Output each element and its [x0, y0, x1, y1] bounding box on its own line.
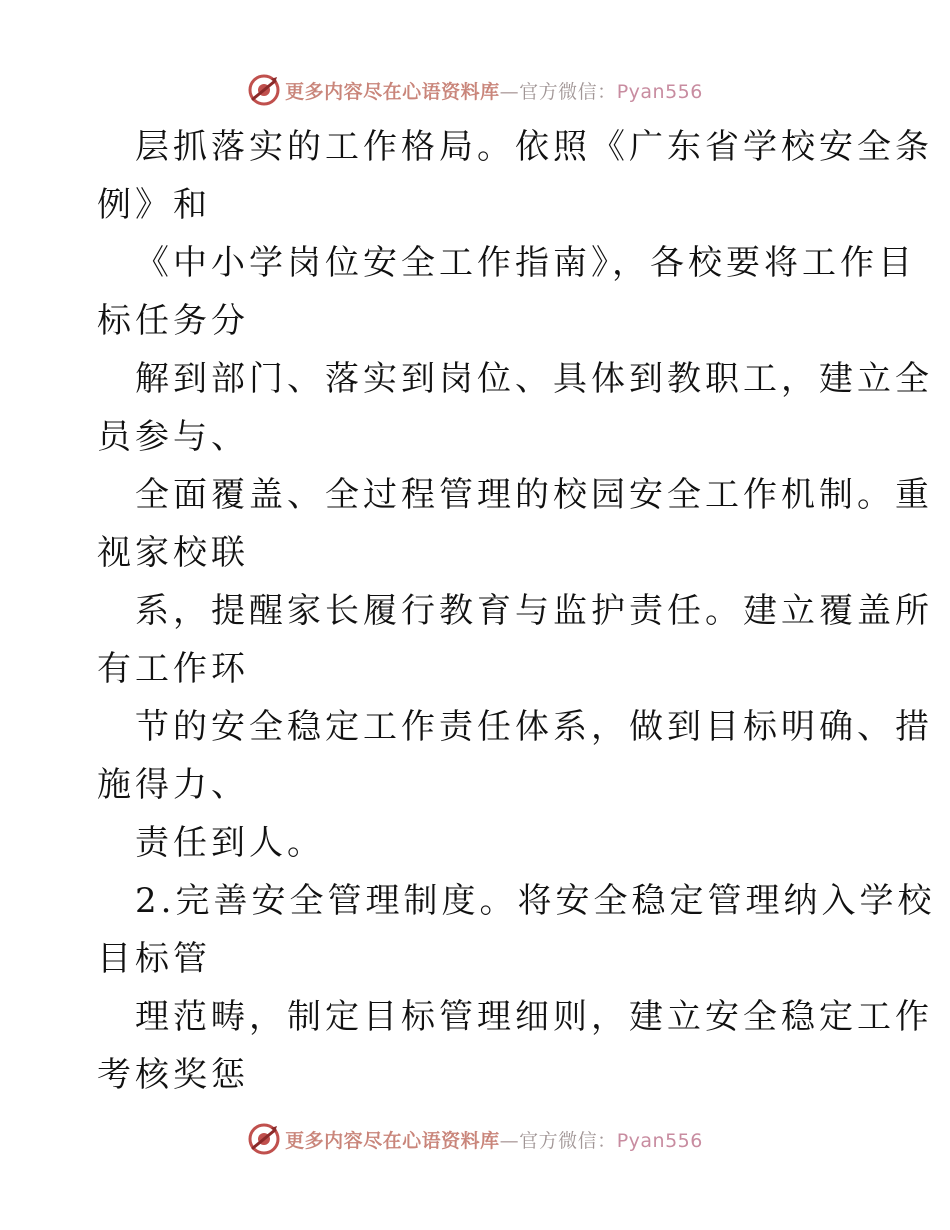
- text-line: 节的安全稳定工作责任体系，做到目标明确、措: [135, 707, 933, 747]
- watermark-separator: —: [499, 1129, 520, 1152]
- text-line: 责任到人。: [135, 823, 325, 863]
- text-line: 《中小学岗位安全工作指南》，各校要将工作目: [135, 243, 916, 283]
- text-line: 例》和: [97, 185, 211, 225]
- brand-logo-icon: [247, 73, 281, 107]
- watermark-wechat-label: 官方微信：: [519, 80, 617, 103]
- watermark-text: [285, 1126, 703, 1153]
- text-line: 施得力、: [97, 765, 249, 805]
- watermark-wechat-label: 官方微信：: [519, 1129, 617, 1152]
- text-line: 全面覆盖、全过程管理的校园安全工作机制。重: [135, 475, 933, 515]
- text-line: 标任务分: [97, 301, 249, 341]
- text-line: 考核奖惩: [97, 1055, 249, 1095]
- watermark-brand: 更多内容尽在心语资料库: [285, 80, 500, 103]
- text-line: 有工作环: [97, 649, 249, 689]
- text-line: 解到部门、落实到岗位、具体到教职工，建立全: [135, 359, 933, 399]
- text-line: 理范畴，制定目标管理细则，建立安全稳定工作: [135, 997, 933, 1037]
- text-line: 视家校联: [97, 533, 249, 573]
- footer-watermark: [0, 1119, 950, 1159]
- watermark-separator: —: [499, 80, 520, 103]
- watermark-handle: Pyan556: [616, 80, 703, 103]
- brand-logo-icon: [247, 1122, 281, 1156]
- text-line: 层抓落实的工作格局。依照《广东省学校安全条: [135, 127, 933, 167]
- text-line: 系，提醒家长履行教育与监护责任。建立覆盖所: [135, 591, 933, 631]
- header-watermark: [0, 70, 950, 110]
- text-line: 员参与、: [97, 417, 249, 457]
- text-line: 2.完善安全管理制度。将安全稳定管理纳入学校: [135, 881, 936, 921]
- text-line: 目标管: [97, 939, 211, 979]
- watermark-handle: Pyan556: [616, 1129, 703, 1152]
- watermark-text: [285, 77, 703, 104]
- watermark-brand: 更多内容尽在心语资料库: [285, 1129, 500, 1152]
